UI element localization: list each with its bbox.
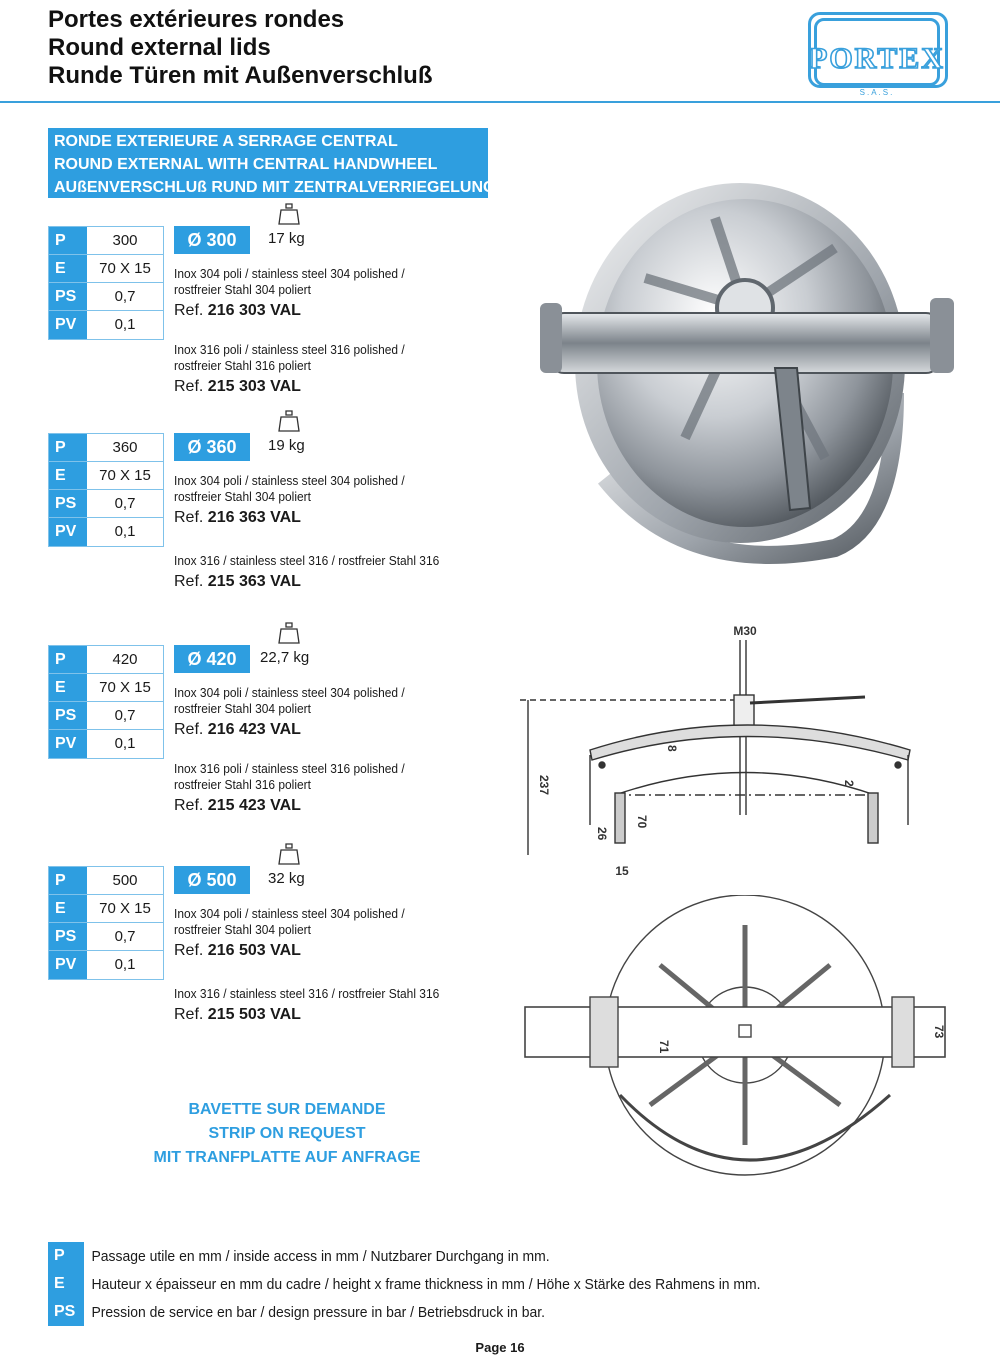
spec-row <box>49 730 163 758</box>
variant-316-ref <box>174 573 301 591</box>
variant-304-ref <box>174 302 301 320</box>
weight: 17 kg <box>268 230 305 247</box>
weight: 32 kg <box>268 870 305 887</box>
title-en: Round external lids <box>48 34 271 61</box>
spec-value: 70 X 15 <box>99 467 151 484</box>
description-line: rostfreier Stahl 304 poliert <box>174 489 311 504</box>
spec-row <box>49 895 163 923</box>
ref-prefix: Ref. <box>174 1006 204 1023</box>
spec-key: PV <box>49 951 87 979</box>
spec-key: PS <box>49 923 87 950</box>
weight-icon <box>278 621 300 645</box>
description-line: Inox 316 poli / stainless steel 316 polished / <box>174 342 405 357</box>
spec-value: 0,7 <box>114 288 136 305</box>
dim-237: 237 <box>537 775 551 796</box>
spec-key: PV <box>49 518 87 546</box>
technical-drawing-top <box>520 895 960 1200</box>
dim-15: 15 <box>615 864 629 878</box>
spec-table <box>48 866 164 980</box>
spec-row <box>49 490 163 518</box>
spec-value: 500 <box>112 872 138 889</box>
spec-table <box>48 645 164 759</box>
variant-304-ref <box>174 721 301 739</box>
banner-line-de: AUßENVERSCHLUß RUND MIT ZENTRALVERRIEGELUNG <box>54 179 496 196</box>
logo-subtext: S.A.S. <box>859 88 895 97</box>
dim-8: 8 <box>665 745 679 752</box>
variant-304-description <box>174 685 405 717</box>
spec-key: E <box>49 895 87 922</box>
spec-value: 0,1 <box>114 523 136 540</box>
legend-row <box>48 1270 811 1298</box>
legend-text: Pression de service en bar / design pressure in bar / Betriebsdruck in bar. <box>91 1303 546 1321</box>
spec-value: 300 <box>112 232 138 249</box>
ref-number: 216 423 VAL <box>207 721 301 738</box>
spec-key: PV <box>49 311 87 339</box>
ref-number: 215 423 VAL <box>207 797 301 814</box>
spec-key: PS <box>49 702 87 729</box>
variant-304-description <box>174 473 405 505</box>
variant-316-ref <box>174 378 301 396</box>
description-line: rostfreier Stahl 316 poliert <box>174 358 311 373</box>
spec-row <box>49 674 163 702</box>
variant-304-ref <box>174 942 301 960</box>
ref-number: 216 503 VAL <box>207 942 301 959</box>
ref-prefix: Ref. <box>174 721 204 738</box>
legend-key: E <box>48 1270 84 1298</box>
description-line: Inox 304 poli / stainless steel 304 polished / <box>174 906 405 921</box>
spec-key: P <box>49 434 87 461</box>
strip-line-en: STRIP ON REQUEST <box>208 1125 366 1142</box>
dim-70: 70 <box>635 815 649 829</box>
title-de: Runde Türen mit Außenverschluß <box>48 62 433 89</box>
diameter-badge: Ø 360 <box>174 433 250 461</box>
variant-316-description <box>174 986 439 1002</box>
legend-key: P <box>48 1242 84 1270</box>
diameter-badge: Ø 500 <box>174 866 250 894</box>
spec-value: 0,7 <box>114 928 136 945</box>
diameter-badge: Ø 300 <box>174 226 250 254</box>
strip-line-de: MIT TRANFPLATTE AUF ANFRAGE <box>153 1149 421 1166</box>
weight-icon <box>278 202 300 226</box>
ref-prefix: Ref. <box>174 302 204 319</box>
legend-text: Hauteur x épaisseur en mm du cadre / height x frame thickness in mm / Höhe x Stärke des Rahmens in mm. <box>91 1275 761 1293</box>
variant-304-description <box>174 906 405 938</box>
spec-key: E <box>49 462 87 489</box>
description-line: Inox 304 poli / stainless steel 304 polished / <box>174 266 405 281</box>
spec-key: PS <box>49 283 87 310</box>
dim-71: 71 <box>657 1040 671 1054</box>
spec-value: 360 <box>112 439 138 456</box>
page-titles <box>48 6 432 90</box>
spec-key: PS <box>49 490 87 517</box>
variant-316-description <box>174 553 439 569</box>
spec-key: P <box>49 227 87 254</box>
ref-prefix: Ref. <box>174 573 204 590</box>
section-banner <box>48 128 496 198</box>
spec-value: 0,7 <box>114 707 136 724</box>
page-number: Page 16 <box>475 1340 525 1355</box>
spec-key: E <box>49 255 87 282</box>
spec-key: E <box>49 674 87 701</box>
ref-number: 216 363 VAL <box>207 509 301 526</box>
ref-number: 216 303 VAL <box>207 302 301 319</box>
spec-table <box>48 226 164 340</box>
weight-icon <box>278 842 300 866</box>
variant-304-description <box>174 266 405 298</box>
title-fr: Portes extérieures rondes <box>48 6 345 33</box>
strip-line-fr: BAVETTE SUR DEMANDE <box>188 1101 386 1118</box>
ref-number: 215 363 VAL <box>207 573 301 590</box>
spec-value: 420 <box>112 651 138 668</box>
spec-row <box>49 462 163 490</box>
legend <box>48 1242 811 1326</box>
variant-316-ref <box>174 1006 301 1024</box>
description-line: Inox 304 poli / stainless steel 304 polished / <box>174 685 405 700</box>
dim-m30: M30 <box>733 624 757 638</box>
description-line: rostfreier Stahl 304 poliert <box>174 922 311 937</box>
portex-logo <box>802 8 952 104</box>
product-photo <box>535 178 960 588</box>
spec-row <box>49 434 163 462</box>
spec-value: 0,1 <box>114 956 136 973</box>
spec-row <box>49 311 163 339</box>
legend-text: Passage utile en mm / inside access in mm / Nutzbarer Durchgang in mm. <box>91 1247 550 1265</box>
ref-prefix: Ref. <box>174 378 204 395</box>
weight-icon <box>278 409 300 433</box>
variant-304-ref <box>174 509 301 527</box>
spec-value: 0,1 <box>114 316 136 333</box>
dim-26: 26 <box>595 827 609 841</box>
spec-key: PV <box>49 730 87 758</box>
diameter-badge: Ø 420 <box>174 645 250 673</box>
variant-316-description <box>174 342 405 374</box>
legend-row <box>48 1298 811 1326</box>
spec-row <box>49 227 163 255</box>
weight: 19 kg <box>268 437 305 454</box>
description-line: Inox 316 / stainless steel 316 / rostfreier Stahl 316 <box>174 986 440 1001</box>
spec-row <box>49 923 163 951</box>
spec-value: 70 X 15 <box>99 260 151 277</box>
legend-key: PS <box>48 1298 84 1326</box>
spec-value: 0,7 <box>114 495 136 512</box>
spec-value: 0,1 <box>114 735 136 752</box>
logo-text: PORTEX <box>809 42 945 75</box>
dim-2: 2 <box>842 780 856 787</box>
strip-notice <box>48 1098 526 1170</box>
spec-row <box>49 951 163 979</box>
spec-value: 70 X 15 <box>99 679 151 696</box>
banner-line-en: ROUND EXTERNAL WITH CENTRAL HANDWHEEL <box>54 156 438 173</box>
spec-row <box>49 255 163 283</box>
spec-key: P <box>49 867 87 894</box>
description-line: rostfreier Stahl 316 poliert <box>174 777 311 792</box>
variant-316-description <box>174 761 405 793</box>
description-line: rostfreier Stahl 304 poliert <box>174 701 311 716</box>
spec-row <box>49 867 163 895</box>
description-line: rostfreier Stahl 304 poliert <box>174 282 311 297</box>
technical-drawing-side <box>520 615 960 885</box>
weight: 22,7 kg <box>260 649 310 666</box>
banner-line-fr: RONDE EXTERIEURE A SERRAGE CENTRAL <box>54 133 398 150</box>
ref-prefix: Ref. <box>174 942 204 959</box>
spec-row <box>49 283 163 311</box>
spec-row <box>49 702 163 730</box>
ref-number: 215 303 VAL <box>207 378 301 395</box>
legend-row <box>48 1242 811 1270</box>
description-line: Inox 316 poli / stainless steel 316 polished / <box>174 761 405 776</box>
variant-316-ref <box>174 797 301 815</box>
spec-table <box>48 433 164 547</box>
ref-prefix: Ref. <box>174 797 204 814</box>
ref-number: 215 503 VAL <box>207 1006 301 1023</box>
ref-prefix: Ref. <box>174 509 204 526</box>
description-line: Inox 316 / stainless steel 316 / rostfreier Stahl 316 <box>174 553 440 568</box>
spec-value: 70 X 15 <box>99 900 151 917</box>
spec-row <box>49 646 163 674</box>
dim-73: 73 <box>932 1025 946 1039</box>
description-line: Inox 304 poli / stainless steel 304 polished / <box>174 473 405 488</box>
spec-key: P <box>49 646 87 673</box>
spec-row <box>49 518 163 546</box>
